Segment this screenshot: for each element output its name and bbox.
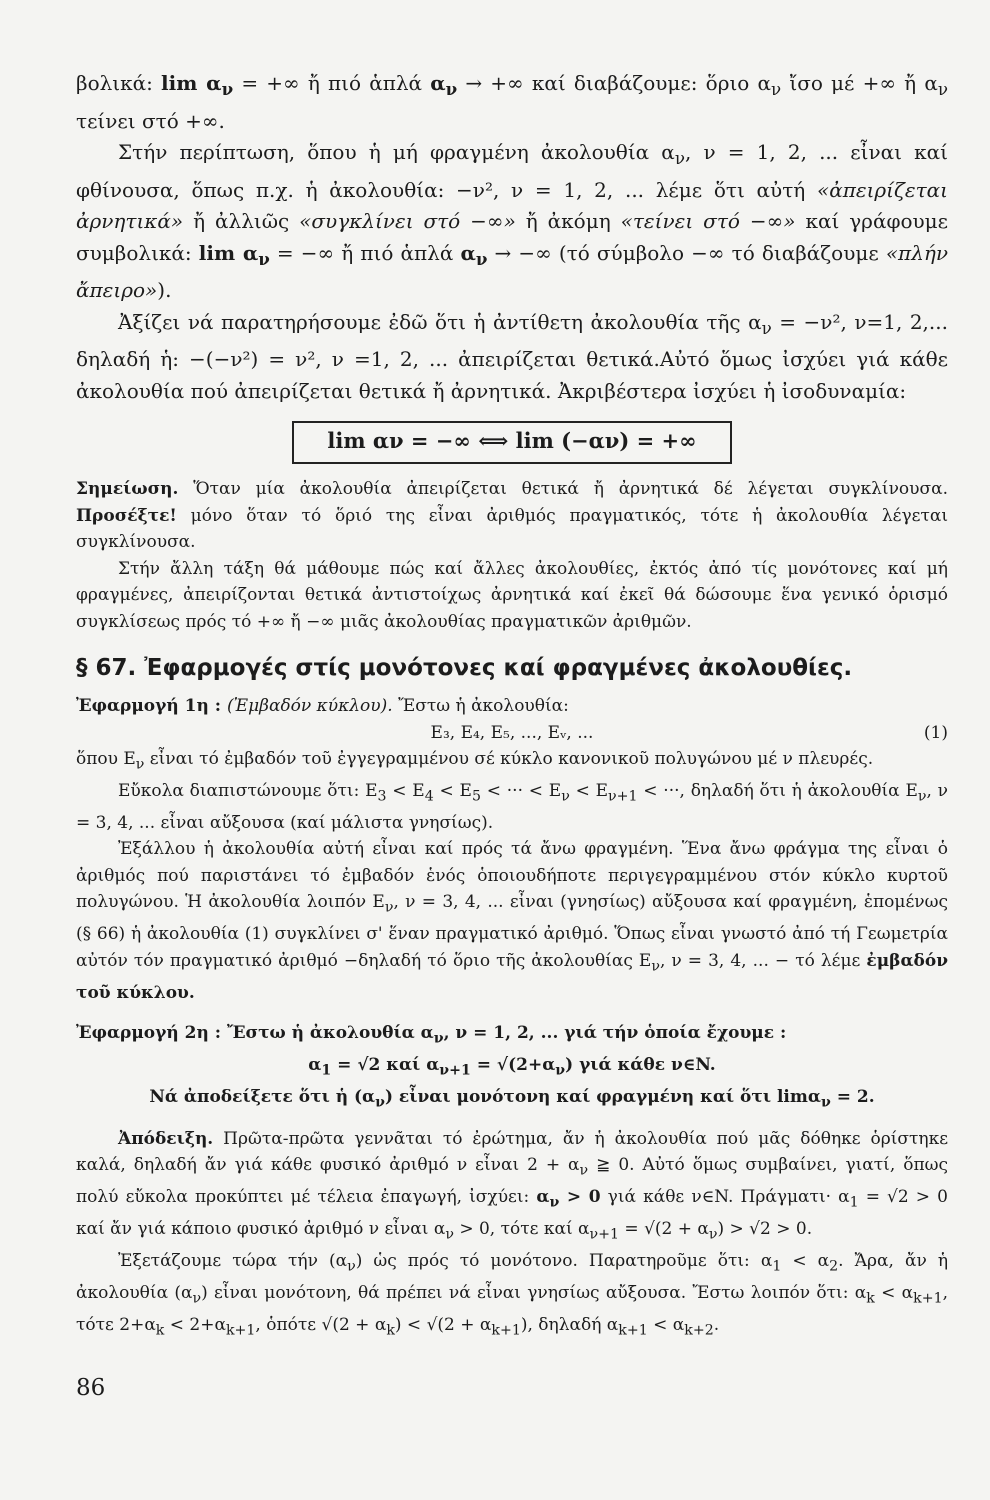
note-paragraph: Σημείωση. Ὅταν μία ἀκολουθία ἀπειρίζεται θετικά ἤ ἀρνητικά δέ λέγεται συγκλίνουσα. Προσέξτε! μόνο ὅταν τό ὅριό της εἶναι ἀριθμός πραγματικός, τότε ἡ ἀκολουθία λέγεται συγκλίνουσα. — [76, 479, 948, 552]
proof-paragraph: Ἀπόδειξη. Πρῶτα-πρῶτα γεννᾶται τό ἐρώτημα, ἄν ἡ ἀκολουθία πού μᾶς δόθηκε ὁρίστηκε καλά, δηλαδή ἄν γιά κάθε φυσικό ἀριθμό ν εἶναι $2 + \alpha_\nu$ ≧ 0. Αὐτό ὅμως συμβαίνει, γιατί, ὅπως πολύ εὔκολα προκύπτει μέ τέλεια ἐπαγωγή, ἰσχύει: $\alpha_\nu > 0$ γιά κάθε ν∈N. $\Pi\rho ά\gamma\mu\alpha\tau\iota\cdot \alpha_1 = √2 > 0$ καί ἄν γιά κάποιο φυσικό ἀριθμό ν εἶναι $\alpha_\nu > 0$, τότε καί $\alpha_{\nu+1} = √(2 + \alpha_\nu) > √2 > 0$. — [76, 1128, 949, 1243]
page-number: 86 — [76, 1375, 106, 1401]
application-2-heading: Ἐφαρμογή 2η : Ἔστω ἡ ἀκολουθία $\alpha_\nu$, ν = 1, 2, ... γιά τήν ὁποία ἔχουμε : — [76, 1023, 787, 1047]
application-2-definition: $\alpha_1 = √2$ καί $\alpha_{\nu+1} = √(2+\alpha_\nu)$ γιά κάθε ν∈N. — [308, 1054, 716, 1079]
section-heading: § 67. Ἐφαρμογές στίς μονότονες καί φραγμένες ἀκολουθίες. — [76, 655, 853, 681]
application-1-label: Ἐφαρμογή 1η : — [76, 696, 227, 716]
app1-paragraph: Εὔκολα διαπιστώνουμε ὅτι: $E_3 < E_4 < E_5$ < ··· < $E_\nu < E_{\nu+1}$ < ···, δηλαδή ὅτι ἡ ἀκολουθία $E_\nu$, ν = 3, 4, ... εἶναι αὔξουσα (καί μάλιστα γνησίως). — [76, 780, 948, 833]
boxed-formula: lim αν = −∞ ⟺ lim (−αν) = +∞ — [327, 428, 697, 453]
note-block — [76, 476, 948, 635]
page-body — [76, 68, 948, 1344]
equation-number: (1) — [923, 722, 948, 743]
paragraph: Ἀξίζει νά παρατηρήσουμε ἐδῶ ὅτι ἡ ἀντίθετη ἀκολουθία τῆς $\alpha_\nu = -\nu^2$, ν=1, 2,... δηλαδή ἡ: −(−ν²) = ν², ν =1, 2, ... ἀπειρίζεται θετικά.Αὐτό ὅμως ἰσχύει γιά κάθε ἀκολουθία πού ἀπειρίζεται θετικά ἤ ἀρνητικά. Ἀκριβέστερα ἰσχύει ἡ ἰσοδυναμία: — [76, 309, 948, 403]
paragraph: Στήν περίπτωση, ὅπου ἡ μή φραγμένη ἀκολουθία $\alpha_\nu$, ν = 1, 2, ... εἶναι καί φθίνουσα, ὅπως π.χ. ἡ ἀκολουθία: −ν², ν = 1, 2, ... λέμε ὅτι αὐτή «ἀπειρίζεται ἀρνητικά» ἤ ἀλλιῶς «συγκλίνει στό −∞» ἤ ἀκόμη «τείνει στό −∞» καί γράφουμε συμβολικά: $\lim \alpha_\nu$ = −∞ ἤ πιό ἁπλά $\alpha_\nu$ → −∞ (τό σύμβολο −∞ τό διαβάζουμε «πλήν ἄπειρο»). — [76, 140, 949, 302]
app1-paragraph: ὅπου $E_\nu$ εἶναι τό ἐμβαδόν τοῦ ἐγγεγραμμένου σέ κύκλο κανονικοῦ πολυγώνου μέ ν πλευρές. — [76, 749, 874, 773]
application-2-task: Νά ἀποδείξετε ὅτι ἡ $(\alpha_\nu)$ εἶναι μονότονη καί φραγμένη καί ὅτι limα$_\nu$ = 2. — [149, 1086, 875, 1111]
sequence-line — [76, 720, 948, 747]
app1-paragraph: Ἐξάλλου ἡ ἀκολουθία αὐτή εἶναι καί πρός τά ἄνω φραγμένη. Ἕνα ἄνω φράγμα της εἶναι ὁ ἀριθμός πού παριστάνει τό ἐμβαδόν ἑνός ὁποιουδήποτε περιγεγραμμένου στόν κύκλο κυρτοῦ πολυγώνου. Ἡ ἀκολουθία λοιπόν $E_\nu$, ν = 3, 4, ... εἶναι (γνησίως) αὔξουσα καί φραγμένη, ἑπομένως (§ 66) ἡ ἀκολουθία (1) συγκλίνει σ' ἕναν πραγματικό ἀριθμό. Ὅπως εἶναι γνωστό ἀπό τή Γεωμετρία αὐτόν τόν πραγματικό ἀριθμό −δηλαδή τό ὅριο τῆς ἀκολουθίας $E_\nu$, ν = 3, 4, ... − τό λέμε ἐμβαδόν τοῦ κύκλου. — [76, 839, 948, 1003]
sequence-formula: E₃, E₄, E₅, ..., Eᵥ, ... — [430, 722, 594, 743]
application-1-text: Ἔστω ἡ ἀκολουθία: — [392, 696, 569, 716]
application-1-intro — [76, 693, 948, 720]
equivalence-box — [292, 421, 732, 464]
application-1-subtitle: (Ἐμβαδόν κύκλου). — [226, 696, 393, 716]
paragraph: βολικά: $\lim \alpha_\nu$ = +∞ ἤ πιό ἁπλά $\alpha_\nu$ → +∞ καί διαβάζουμε: ὅριο $\alpha_\nu$ ἴσο μέ +∞ ἤ $\alpha_\nu$ τείνει στό +∞. — [76, 71, 948, 133]
intro-paragraphs — [76, 68, 948, 407]
proof-paragraph: Ἐξετάζουμε τώρα τήν $(\alpha_\nu)$ ὡς πρός τό μονότονο. Παρατηροῦμε ὅτι: $\alpha_1 < \alpha_2$. Ἄρα, ἄν ἡ ἀκολουθία $(\alpha_\nu)$ εἶναι μονότονη, θά πρέπει νά εἶναι γνησίως αὔξουσα. Ἔστω λοιπόν ὅτι: $\alpha_k < \alpha_{k+1}$, τότε $2+\alpha_k < 2+\alpha_{k+1}$, ὁπότε $√(2 + \alpha_k) < √(2 + \alpha_{k+1})$, δηλαδή $\alpha_{k+1} < \alpha_{k+2}$. — [76, 1250, 949, 1339]
note-paragraph: Στήν ἄλλη τάξη θά μάθουμε πώς καί ἄλλες ἀκολουθίες, ἐκτός ἀπό τίς μονότονες καί μή φραγμένες, ἀπειρίζονται θετικά ἀντιστοίχως ἀρνητικά καί ἐκεῖ θά δώσουμε ἕνα γενικό ὁρισμό συγκλίσεως πρός τό +∞ ἤ −∞ μιᾶς ἀκολουθίας πραγματικῶν ἀριθμῶν. — [76, 558, 948, 632]
